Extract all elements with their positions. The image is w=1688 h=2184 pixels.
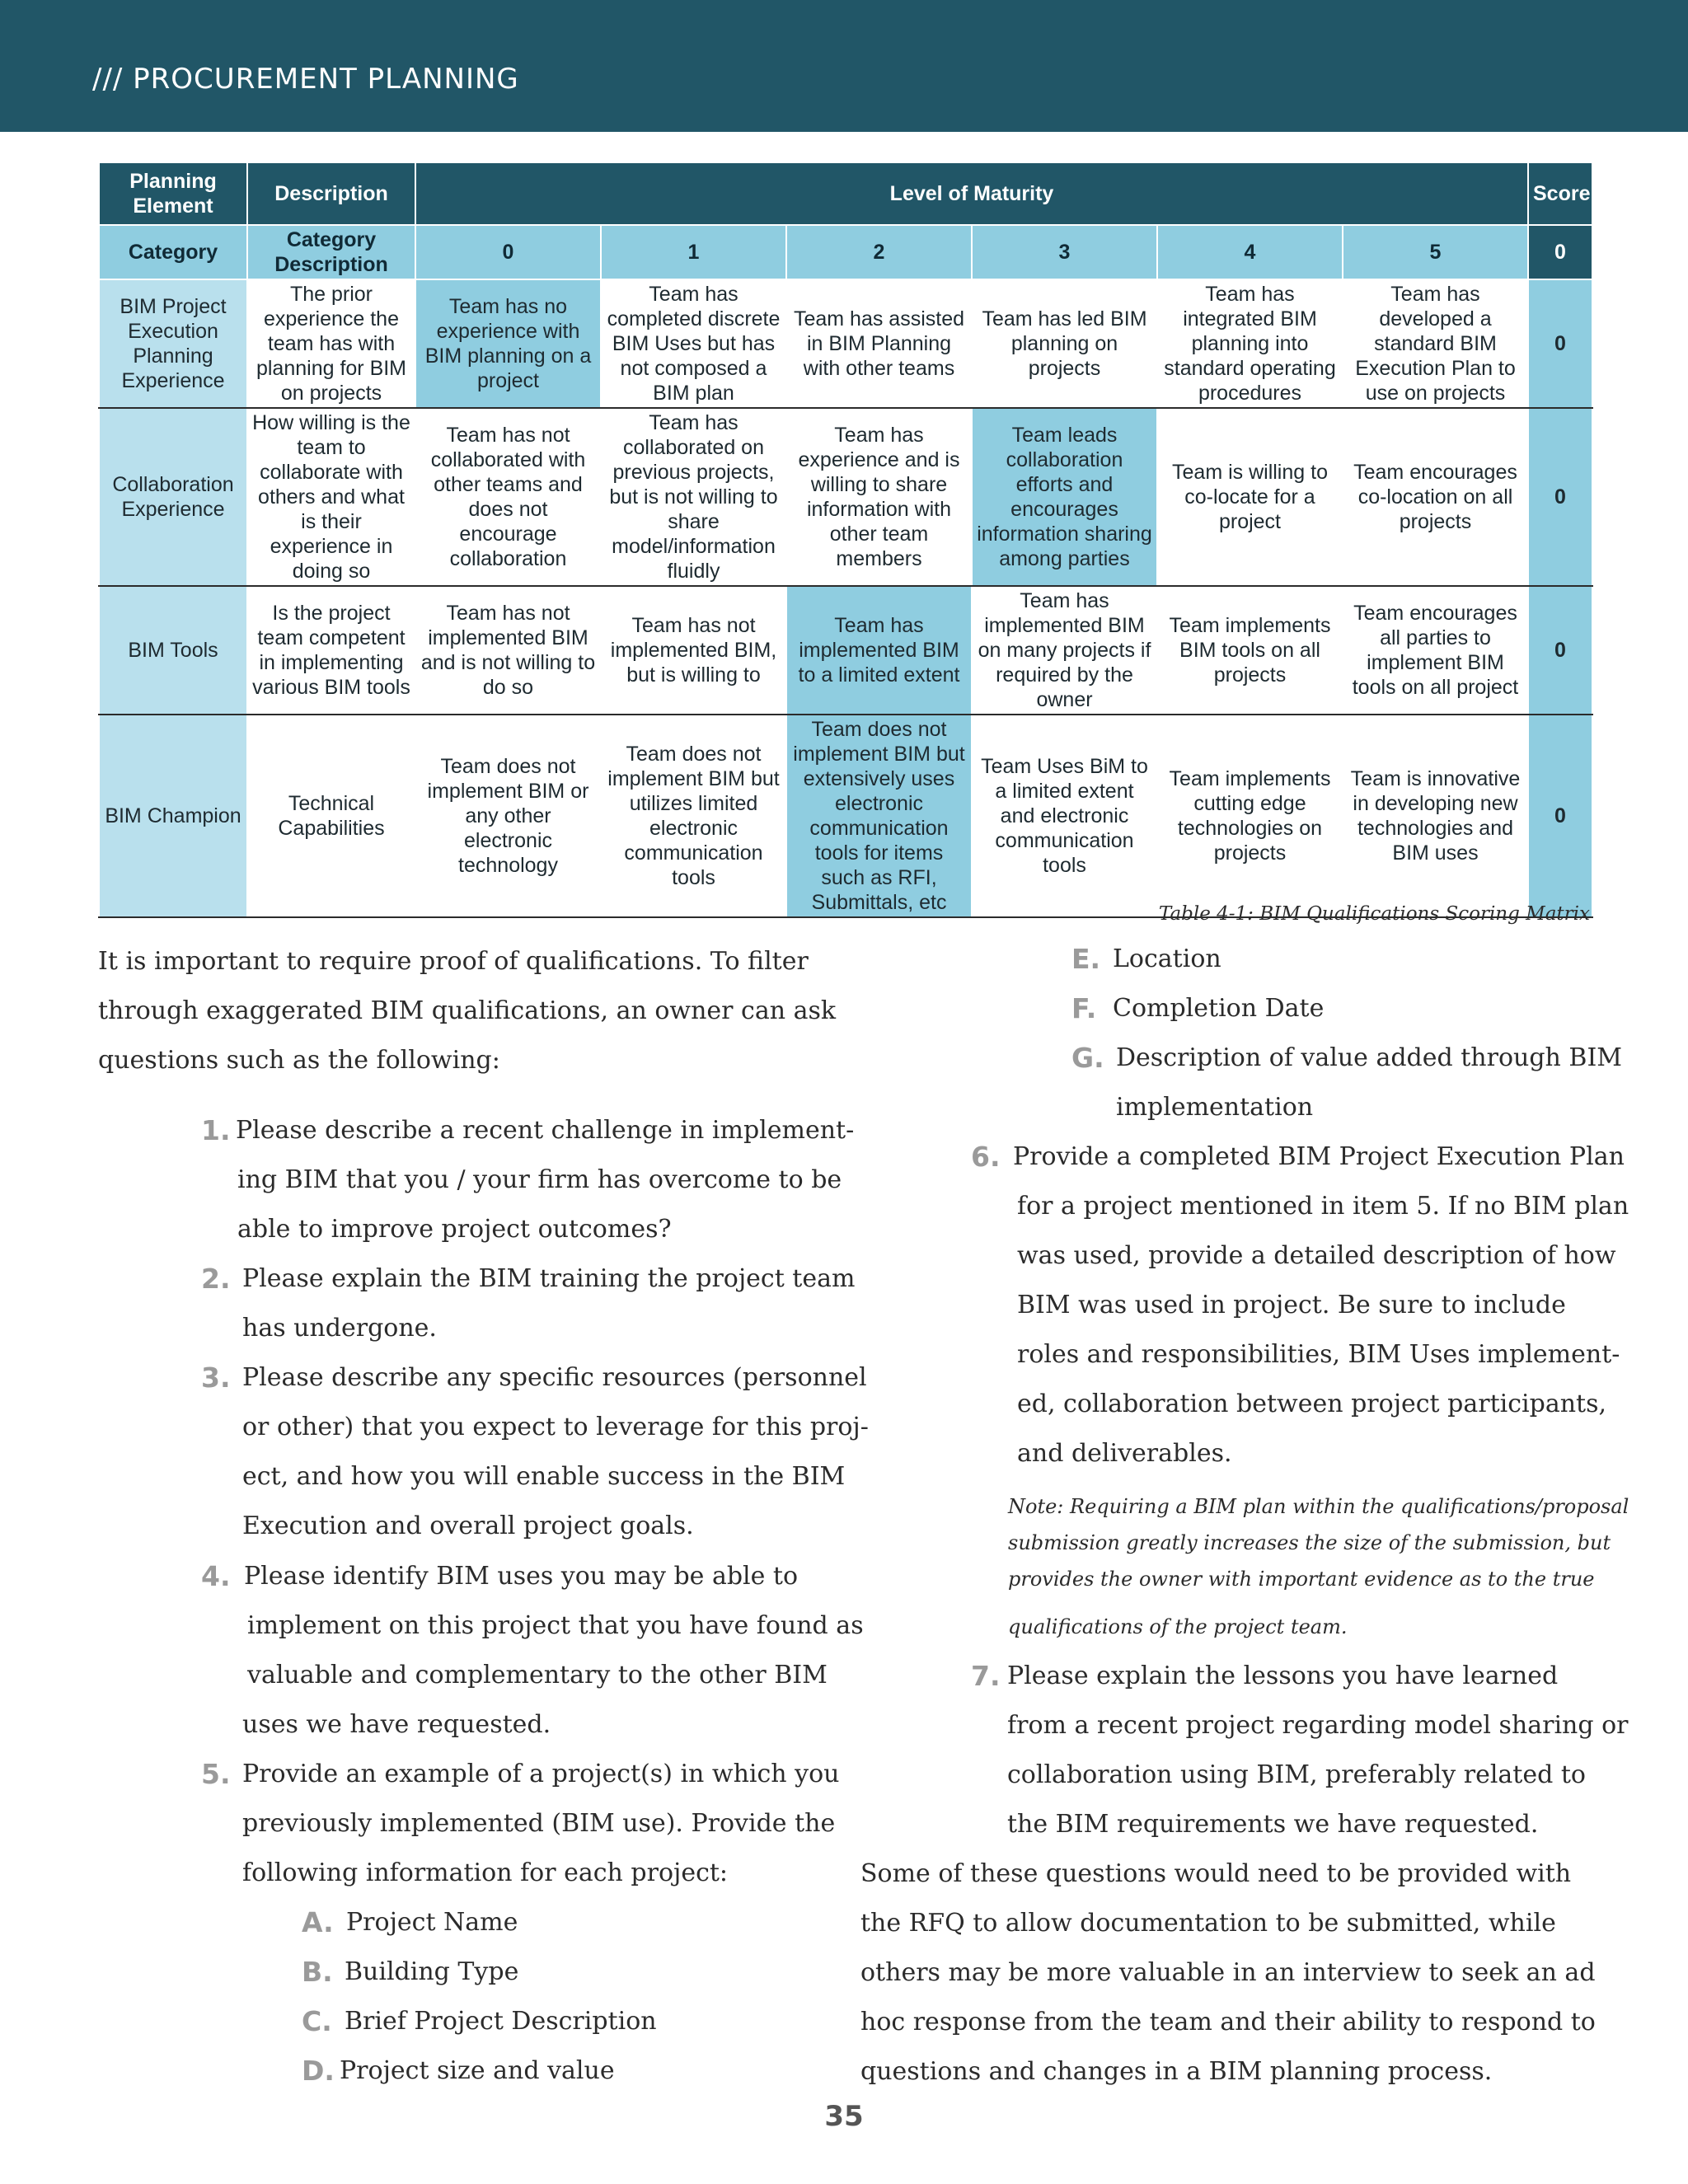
level-cell: Team implements BIM tools on all projects [1157,586,1343,715]
level-cell: Team does not implement BIM but extensively uses electronic communication tools for items such as RFI, Submittals, etc [786,715,972,917]
header-category-description: Category Description [247,225,415,279]
row-category: BIM Champion [99,715,247,917]
row-score: 0 [1528,408,1592,586]
closing-line: Some of these questions would need to be provided with [860,1859,1572,1888]
question-line: roles and responsibilities, BIM Uses implement- [1017,1340,1620,1369]
header-description: Description [247,162,415,225]
header-score-total: 0 [1528,225,1592,279]
sub-item: Brief Project Description [345,2007,657,2036]
level-cell: Team has collaborated on previous projects, but is not willing to share model/information fluidly [601,408,786,586]
level-cell: Team does not implement BIM or any other electronic technology [415,715,601,917]
level-cell: Team encourages co-location on all projects [1343,408,1528,586]
question-line: Provide an example of a project(s) in which you [242,1760,840,1788]
row-score: 0 [1528,586,1592,715]
scoring-matrix-table [98,162,1593,918]
level-cell: Team has not implemented BIM, but is willing to [601,586,786,715]
header-level-of-maturity: Level of Maturity [415,162,1528,225]
page-header [0,0,1688,132]
question-line: the BIM requirements we have requested. [1007,1810,1539,1839]
table-caption: Table 4-1: BIM Qualifications Scoring Matrix [1158,903,1590,925]
header-level-0: 0 [415,225,601,279]
sub-letter: A. [302,1906,334,1938]
sub-letter: D. [302,2055,335,2087]
sub-letter: F. [1071,992,1097,1024]
question-line: ed, collaboration between project participants, [1017,1390,1607,1418]
question-line: previously implemented (BIM use). Provide the [242,1809,836,1838]
page-number: 35 [824,2100,864,2133]
question-line: implement on this project that you have found as [247,1611,864,1640]
level-cell: Team leads collaboration efforts and encourages information sharing among parties [972,408,1157,586]
question-number: 3. [201,1361,231,1394]
table-subheader-row [99,225,1592,279]
question-line: from a recent project regarding model sharing or [1007,1711,1629,1740]
question-line: ect, and how you will enable success in the BIM [242,1462,846,1491]
row-description: Is the project team competent in implementing various BIM tools [247,586,415,715]
table-row [99,586,1592,715]
header-score: Score [1528,162,1592,225]
sub-item: Project size and value [340,2056,615,2085]
question-line: BIM was used in project. Be sure to include [1017,1291,1566,1319]
row-score: 0 [1528,715,1592,917]
note-line: submission greatly increases the size of the submission, but [1008,1531,1611,1554]
level-cell: Team has developed a standard BIM Execution Plan to use on projects [1343,279,1528,408]
table-header-row [99,162,1592,225]
sub-item-continued: implementation [1116,1093,1314,1122]
question-line: Please describe any specific resources (personnel [242,1363,867,1392]
question-line: Provide a completed BIM Project Execution Plan [1013,1142,1625,1171]
closing-line: others may be more valuable in an interview to seek an ad [860,1958,1596,1987]
table-row [99,408,1592,586]
question-line: Please identify BIM uses you may be able to [244,1562,799,1591]
question-line: or other) that you expect to leverage for this proj- [242,1413,869,1441]
closing-line: hoc response from the team and their ability to respond to [860,2008,1596,2036]
row-category: BIM Project Execution Planning Experience [99,279,247,408]
level-cell: Team has implemented BIM on many projects if required by the owner [972,586,1157,715]
question-line: and deliverables. [1017,1439,1232,1468]
question-number: 4. [201,1560,231,1592]
sub-letter: E. [1071,943,1101,975]
question-line: uses we have requested. [242,1710,551,1739]
level-cell: Team is willing to co-locate for a project [1157,408,1343,586]
level-cell: Team implements cutting edge technologies on projects [1157,715,1343,917]
level-cell: Team has not collaborated with other teams and does not encourage collaboration [415,408,601,586]
question-line: ing BIM that you / your firm has overcome to be [237,1165,842,1194]
level-cell: Team has not implemented BIM and is not willing to do so [415,586,601,715]
row-description: Technical Capabilities [247,715,415,917]
section-title: /// PROCUREMENT PLANNING [92,63,519,96]
row-description: How willing is the team to collaborate with others and what is their experience in doing so [247,408,415,586]
header-level-1: 1 [601,225,786,279]
sub-item: Description of value added through BIM [1116,1043,1623,1072]
header-planning-element: Planning Element [99,162,247,225]
sub-letter: B. [302,1956,333,1988]
intro-line: questions such as the following: [98,1046,500,1075]
sub-item: Project Name [346,1908,518,1937]
question-number: 6. [971,1141,1001,1173]
note-line: Note: Requiring a BIM plan within the qualifications/proposal [1008,1495,1629,1518]
level-cell: Team encourages all parties to implement BIM tools on all project [1343,586,1528,715]
table-row [99,279,1592,408]
question-line: Please explain the lessons you have learned [1007,1661,1559,1690]
closing-line: the RFQ to allow documentation to be submitted, while [860,1909,1556,1938]
header-level-3: 3 [972,225,1157,279]
header-level-2: 2 [786,225,972,279]
question-number: 7. [971,1660,1001,1692]
level-cell: Team has implemented BIM to a limited extent [786,586,972,715]
question-line: able to improve project outcomes? [237,1215,672,1244]
header-level-5: 5 [1343,225,1528,279]
question-line: Execution and overall project goals. [242,1511,694,1540]
intro-line: through exaggerated BIM qualifications, an owner can ask [98,996,837,1025]
sub-letter: G. [1071,1042,1104,1074]
sub-letter: C. [302,2005,332,2037]
header-level-4: 4 [1157,225,1343,279]
question-number: 2. [201,1263,231,1295]
row-description: The prior experience the team has with planning for BIM on projects [247,279,415,408]
level-cell: Team has assisted in BIM Planning with other teams [786,279,972,408]
sub-item: Building Type [345,1957,519,1986]
question-line: Please explain the BIM training the project team [242,1264,856,1293]
level-cell: Team has integrated BIM planning into standard operating procedures [1157,279,1343,408]
note-line: qualifications of the project team. [1008,1615,1348,1638]
level-cell: Team has no experience with BIM planning on a project [415,279,601,408]
question-line: valuable and complementary to the other BIM [247,1661,828,1690]
question-number: 5. [201,1758,231,1790]
level-cell: Team has completed discrete BIM Uses but has not composed a BIM plan [601,279,786,408]
level-cell: Team does not implement BIM but utilizes limited electronic communication tools [601,715,786,917]
row-category: Collaboration Experience [99,408,247,586]
question-line: was used, provide a detailed description of how [1017,1241,1616,1270]
level-cell: Team Uses BiM to a limited extent and electronic communication tools [972,715,1157,917]
question-line: for a project mentioned in item 5. If no BIM plan [1017,1192,1629,1221]
sub-item: Completion Date [1113,994,1325,1023]
level-cell: Team has experience and is willing to share information with other team members [786,408,972,586]
question-line: collaboration using BIM, preferably related to [1007,1760,1586,1789]
level-cell: Team is innovative in developing new technologies and BIM uses [1343,715,1528,917]
table-row [99,715,1592,917]
note-line: provides the owner with important evidence as to the true [1008,1568,1595,1591]
header-category: Category [99,225,247,279]
question-line: following information for each project: [242,1858,729,1887]
closing-line: questions and changes in a BIM planning process. [860,2057,1493,2086]
row-score: 0 [1528,279,1592,408]
question-number: 1. [201,1114,231,1146]
intro-line: It is important to require proof of qualifications. To filter [98,947,809,976]
question-line: Please describe a recent challenge in implement- [236,1116,855,1145]
sub-item: Location [1113,944,1221,973]
question-line: has undergone. [242,1314,437,1343]
row-category: BIM Tools [99,586,247,715]
level-cell: Team has led BIM planning on projects [972,279,1157,408]
